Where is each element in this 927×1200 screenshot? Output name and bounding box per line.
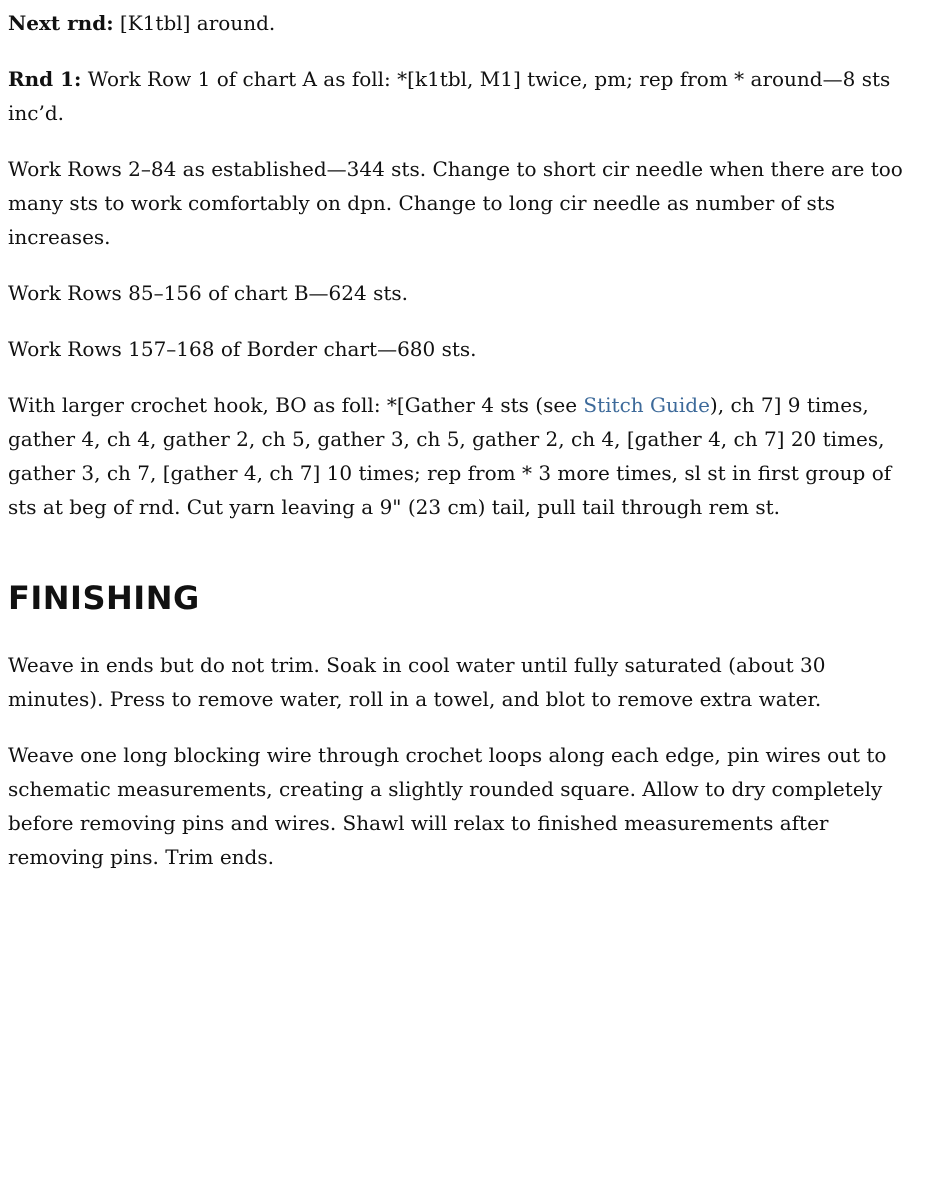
instruction-next-rnd bbox=[8, 6, 913, 40]
text-next-rnd: [K1tbl] around. bbox=[113, 11, 276, 35]
label-rnd-1: Rnd 1: bbox=[8, 67, 82, 91]
text-rnd-1: Work Row 1 of chart A as foll: *[k1tbl, M1] twice, pm; rep from * around—8 sts inc’d. bbox=[8, 67, 891, 125]
finishing-heading: FINISHING bbox=[8, 579, 200, 617]
bind-off-text-start: With larger crochet hook, BO as foll: *[Gather 4 sts (see bbox=[8, 393, 584, 417]
instruction-bind-off bbox=[8, 388, 913, 524]
instruction-rows-157-168: Work Rows 157–168 of Border chart—680 sts. bbox=[8, 337, 477, 361]
finishing-paragraph-2: Weave one long blocking wire through crochet loops along each edge, pin wires out to schematic measurements, creating a slightly rounded square. Allow to dry completely before removing pins and wires. Shawl will relax to finished measurements after removing pins. Trim ends. bbox=[8, 743, 887, 869]
instruction-rnd-1 bbox=[8, 62, 913, 130]
document-page bbox=[8, 6, 913, 896]
instruction-rows-85-156: Work Rows 85–156 of chart B—624 sts. bbox=[8, 281, 409, 305]
stitch-guide-link[interactable]: Stitch Guide bbox=[583, 393, 710, 417]
bind-off-text-end: ), ch 7] 9 times, gather 4, ch 4, gather 2, ch 5, gather 3, ch 5, gather 2, ch 4, [gather 4, ch 7] 20 times, gather 3, ch 7, [gather 4, ch 7] 10 times; rep from * 3 more times, sl st in first group of sts at beg of rnd. Cut yarn leaving a 9" (23 cm) tail, pull tail through rem st. bbox=[8, 393, 892, 519]
label-next-rnd: Next rnd: bbox=[8, 11, 114, 35]
instruction-rows-2-84: Work Rows 2–84 as established—344 sts. Change to short cir needle when there are too many sts to work comfortably on dpn. Change to long cir needle as number of sts increases. bbox=[8, 157, 903, 249]
finishing-paragraph-1: Weave in ends but do not trim. Soak in cool water until fully saturated (about 30 minutes). Press to remove water, roll in a towel, and blot to remove extra water. bbox=[8, 653, 826, 711]
